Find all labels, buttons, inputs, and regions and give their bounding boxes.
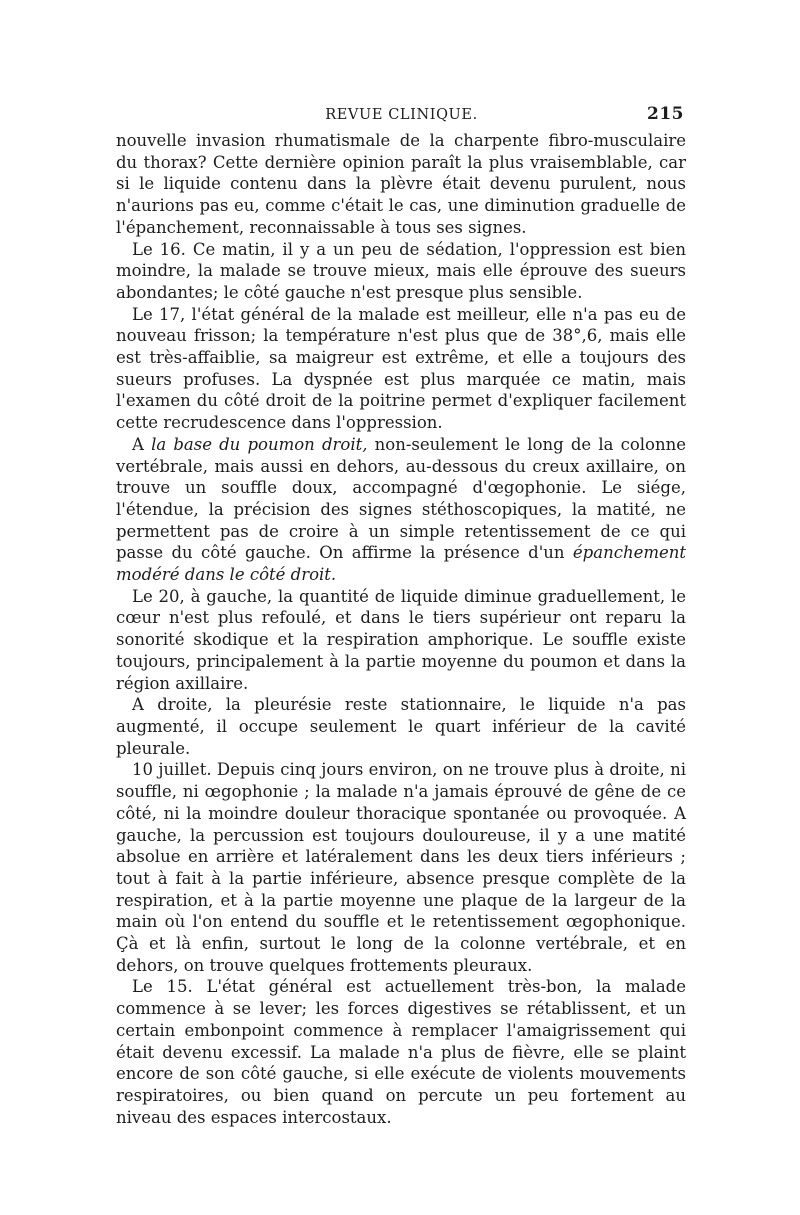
paragraph bbox=[116, 694, 686, 759]
text-run: A bbox=[132, 434, 152, 454]
text-run: 10 juillet. Depuis cinq jours environ, on ne trouve plus à droite, ni souffle, ni œgophonie ; la malade n'a jamais éprouvé de gêne de ce côté, ni la moindre douleur thoracique spontanée ou provoquée. A gauche, la percussion est toujours douloureuse, il y a une matité absolue en arrière et latéralement dans les deux tiers inférieurs ; tout à fait à la partie inférieure, absence presque complète de la respiration, et à la partie moyenne une plaque de la largeur de la main où l'on entend du souffle et le retentissement œgophonique. Çà et là enfin, surtout le long de la colonne vertébrale, et en dehors, on trouve quelques frottements pleuraux. bbox=[116, 760, 686, 975]
paragraph bbox=[116, 130, 686, 239]
paragraph bbox=[116, 434, 686, 586]
paragraph bbox=[116, 759, 686, 976]
text-run: Le 17, l'état général de la malade est meilleur, elle n'a pas eu de nouveau frisson; la température n'est plus que de 38°,6, mais elle est très-affaiblie, sa maigreur est extrême, et elle a toujours des sueurs profuses. La dyspnée est plus marquée ce matin, mais l'examen du côté droit de la poitrine permet d'expliquer facilement cette recrudescence dans l'oppression. bbox=[116, 304, 686, 433]
running-head bbox=[116, 104, 686, 130]
paragraph bbox=[116, 304, 686, 434]
paragraph bbox=[116, 586, 686, 695]
text-run: Le 15. L'état général est actuellement très-bon, la malade commence à se lever; les forces digestives se rétablissent, et un certain embonpoint commence à remplacer l'amaigrissement qui était devenu excessif. La malade n'a plus de fièvre, elle se plaint encore de son côté gauche, si elle exécute de violents mouvements respiratoires, ou bien quand on percute un peu fortement au niveau des espaces intercostaux. bbox=[116, 977, 686, 1127]
italic-phrase: la base du poumon droit, bbox=[151, 434, 368, 454]
text-run: non-seulement le long de la colonne vertébrale, mais aussi en dehors, au-dessous du creux axillaire, on trouve un souffle doux, accompagné d'œgophonie. Le siége, l'étendue, la précision des signes stéthoscopiques, la matité, ne permettent pas de croire à un simple retentissement de ce qui passe du côté gauche. On affirme la présence d'un bbox=[116, 434, 687, 563]
body-text bbox=[116, 130, 686, 1128]
text-run: Le 16. Ce matin, il y a un peu de sédation, l'oppression est bien moindre, la malade se trouve mieux, mais elle éprouve des sueurs abondantes; le côté gauche n'est presque plus sensible. bbox=[116, 239, 686, 302]
paragraph bbox=[116, 239, 686, 304]
page-number: 215 bbox=[647, 104, 684, 124]
italic-phrase: épanchement modéré dans le côté droit. bbox=[116, 543, 686, 585]
paragraph bbox=[116, 976, 686, 1128]
running-title: REVUE CLINIQUE. bbox=[325, 107, 478, 123]
text-run: A droite, la pleurésie reste stationnaire, le liquide n'a pas augmenté, il occupe seulement le quart inférieur de la cavité pleurale. bbox=[116, 695, 686, 758]
text-run: nouvelle invasion rhumatismale de la charpente fibro-musculaire du thorax? Cette dernière opinion paraît la plus vraisemblable, car si le liquide contenu dans la plèvre était devenu purulent, nous n'aurions pas eu, comme c'était le cas, une diminution graduelle de l'épanchement, reconnaissable à tous ses signes. bbox=[116, 131, 686, 237]
text-run: Le 20, à gauche, la quantité de liquide diminue graduellement, le cœur n'est plus refoulé, et dans le tiers supérieur ont reparu la sonorité skodique et la respiration amphorique. Le souffle existe toujours, principalement à la partie moyenne du poumon et dans la région axillaire. bbox=[116, 586, 686, 693]
page-text bbox=[116, 104, 686, 1128]
